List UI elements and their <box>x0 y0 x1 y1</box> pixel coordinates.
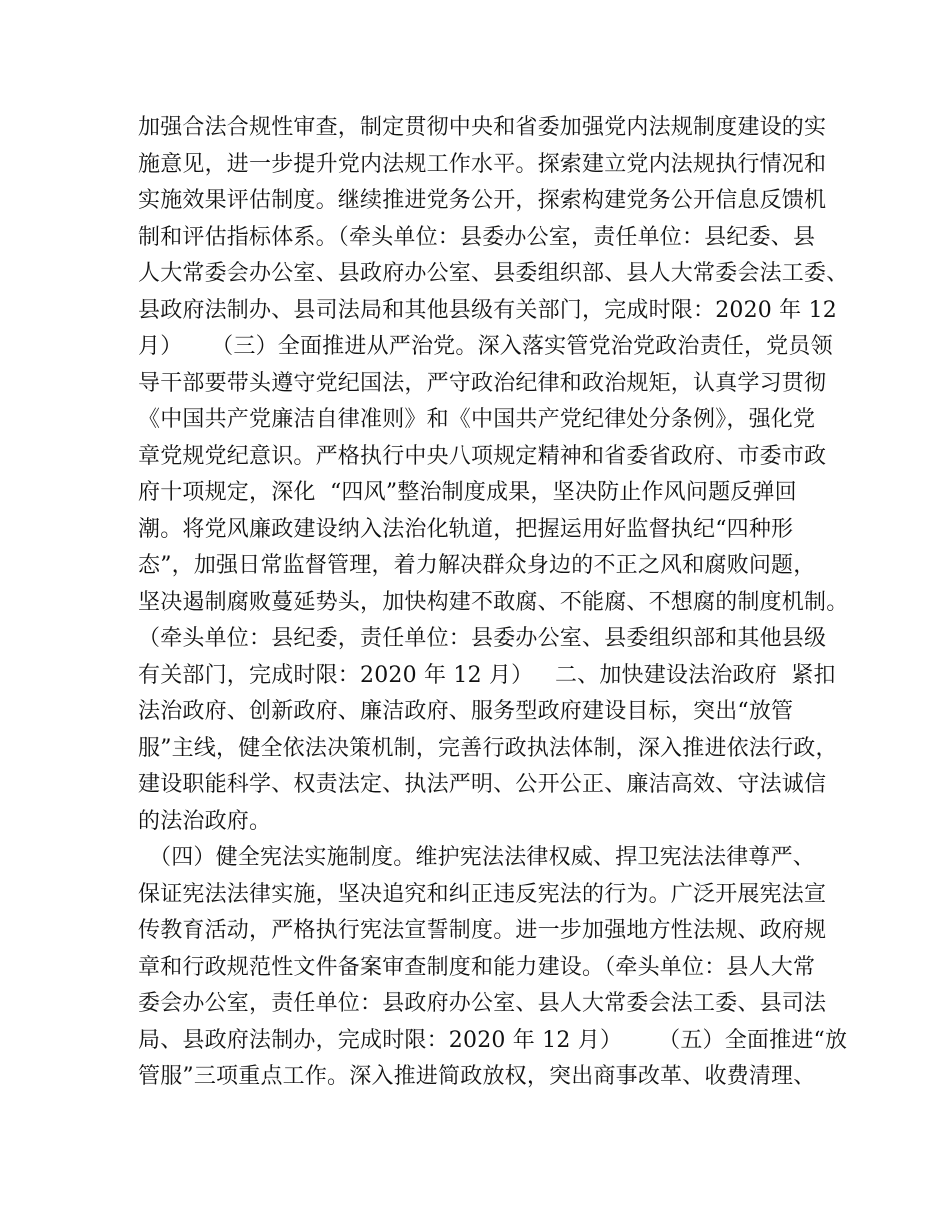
text-line: 建设职能科学、权责法定、执法严明、公开公正、廉洁高效、守法诚信 <box>138 772 827 797</box>
text-line: 局、县政府法制办，完成时限：2020 年 12 月） （五）全面推进“放 <box>138 1027 848 1053</box>
text-line: 传教育活动，严格执行宪法宣誓制度。进一步加强地方性法规、政府规 <box>138 918 827 943</box>
text-line: 府十项规定，深化 “四风”整治制度成果，坚决防止作风问题反弹回 <box>138 480 797 505</box>
text-line: 制和评估指标体系。（牵头单位：县委办公室，责任单位：县纪委、县 <box>138 224 816 250</box>
text-line: 管服”三项重点工作。深入推进简政放权，突出商事改革、收费清理、 <box>138 1064 816 1089</box>
text-line: 有关部门，完成时限：2020 年 12 月） 二、加快建设法治政府 紧扣 <box>138 662 836 688</box>
text-line: 加强合法合规性审查，制定贯彻中央和省委加强党内法规制度建设的实 <box>138 115 827 140</box>
text-line: 委会办公室，责任单位：县政府办公室、县人大常委会法工委、县司法 <box>138 991 827 1016</box>
text-line: 态”，加强日常监督管理，着力解决群众身边的不正之风和腐败问题， <box>138 553 816 578</box>
body-text <box>138 110 849 1096</box>
text-line: 施意见，进一步提升党内法规工作水平。探索建立党内法规执行情况和 <box>138 151 827 177</box>
text-line: 实施效果评估制度。继续推进党务公开，探索构建党务公开信息反馈机 <box>138 188 827 213</box>
text-line: 章党规党纪意识。严格执行中央八项规定精神和省委省政府、市委市政 <box>138 443 827 469</box>
text-line: （牵头单位：县纪委，责任单位：县委办公室、县委组织部和其他县级 <box>138 626 827 651</box>
text-line: 保证宪法法律实施，坚决追究和纠正违反宪法的行为。广泛开展宪法宣 <box>138 881 827 907</box>
text-line: 导干部要带头遵守党纪国法，严守政治纪律和政治规矩，认真学习贯彻 <box>138 370 827 396</box>
text-line: 月） （三）全面推进从严治党。深入落实管党治党政治责任，党员领 <box>138 334 833 359</box>
text-line: 潮。将党风廉政建设纳入法治化轨道，把握运用好监督执纪“四种形 <box>138 516 794 542</box>
text-line: 县政府法制办、县司法局和其他县级有关部门，完成时限：2020 年 12 <box>138 297 837 323</box>
text-line: 的法治政府。 <box>138 808 272 834</box>
text-line: 法治政府、创新政府、廉洁政府、服务型政府建设目标，突出“放管 <box>138 699 794 724</box>
text-line: 服”主线，健全依法决策机制，完善行政执法体制，深入推进依法行政， <box>138 735 838 761</box>
text-line: 章和行政规范性文件备案审查制度和能力建设。（牵头单位：县人大常 <box>138 954 816 980</box>
text-line: 坚决遏制腐败蔓延势头，加快构建不敢腐、不能腐、不想腐的制度机制。 <box>138 589 849 615</box>
text-line: （四）健全宪法实施制度。维护宪法法律权威、捍卫宪法法律尊严、 <box>149 845 816 870</box>
text-line: 人大常委会办公室、县政府办公室、县委组织部、县人大常委会法工委、 <box>138 261 849 286</box>
text-line: 《中国共产党廉洁自律准则》和《中国共产党纪律处分条例》，强化党 <box>138 407 816 432</box>
